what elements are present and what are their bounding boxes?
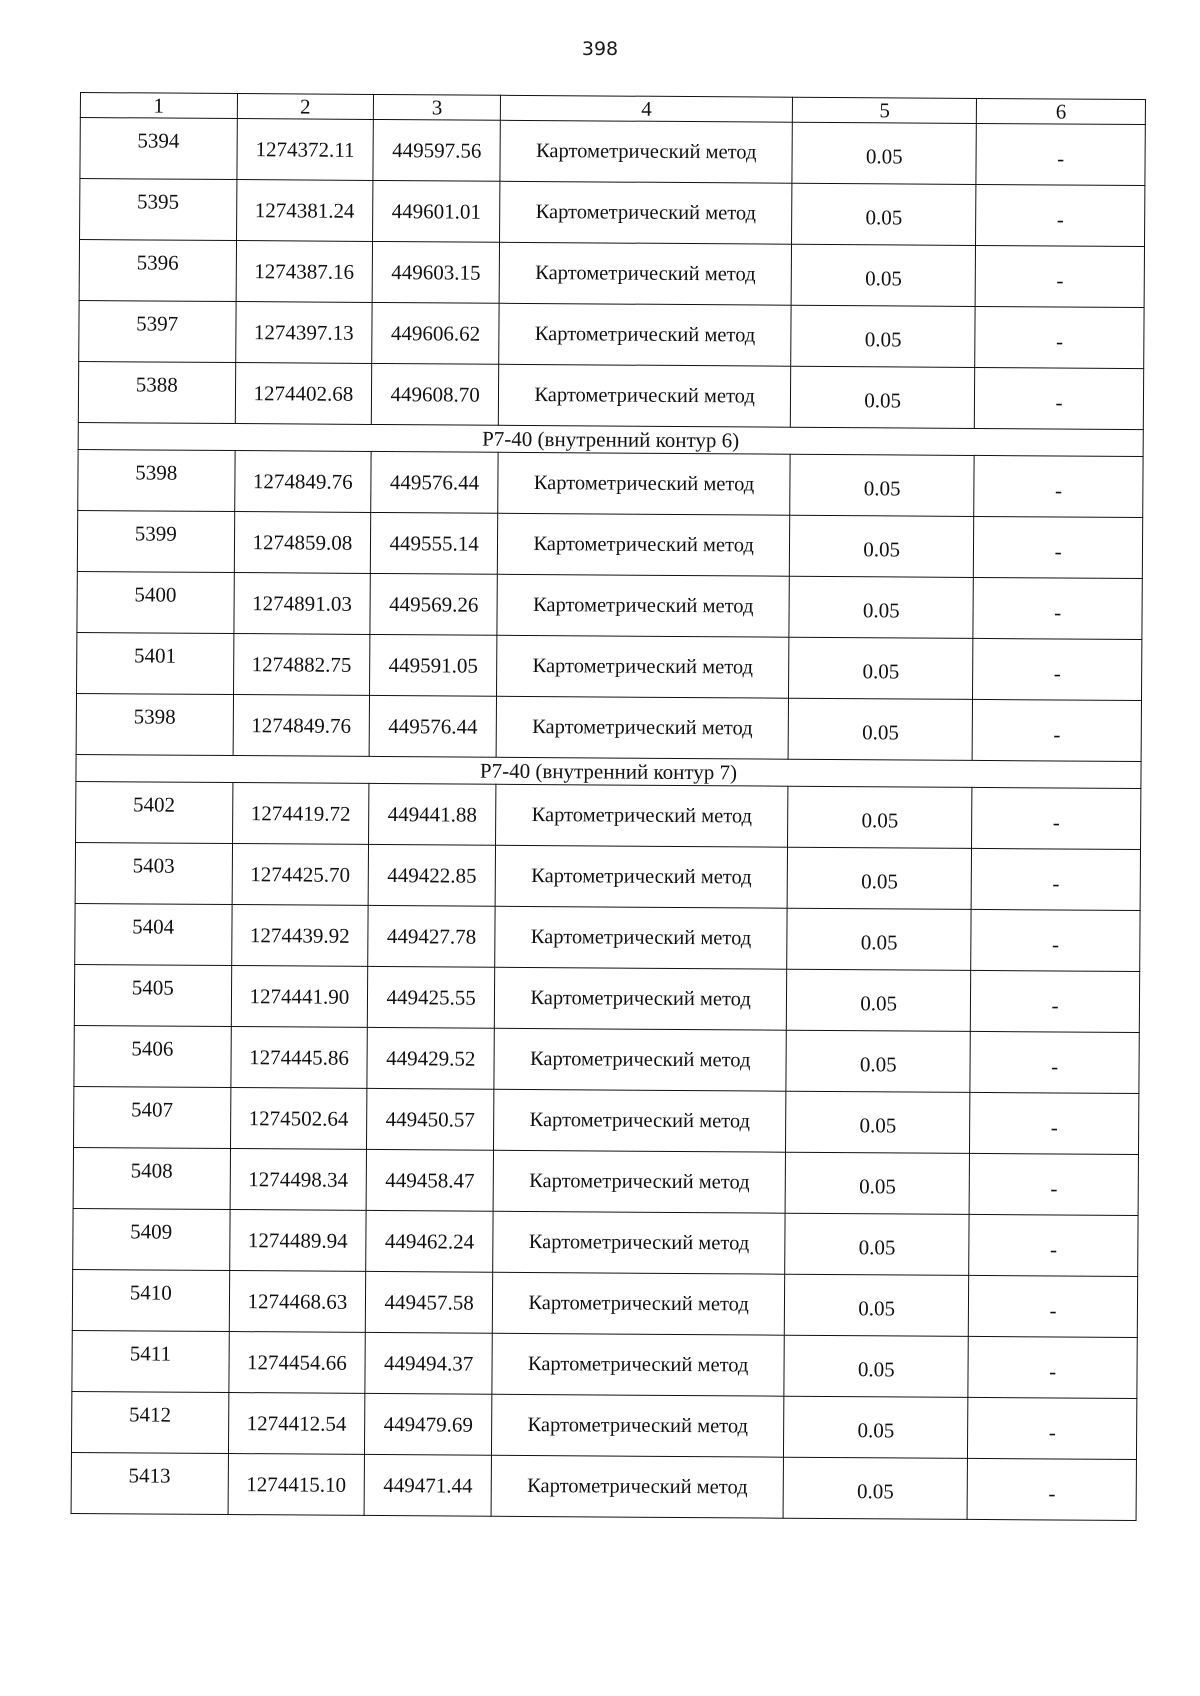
method-cell: Картометрический метод [500, 120, 793, 183]
x-coordinate-cell: 1274419.72 [232, 783, 369, 845]
point-number-cell: 5398 [76, 693, 233, 755]
y-coordinate-cell: 449494.37 [365, 1332, 492, 1394]
note-cell: - [974, 455, 1143, 517]
table-row [79, 300, 1144, 368]
note-cell: - [968, 1397, 1137, 1459]
column-header-5: 5 [793, 97, 977, 123]
coordinates-table-wrapper [71, 92, 1146, 1521]
x-coordinate-cell: 1274468.63 [229, 1271, 366, 1333]
method-cell: Картометрический метод [491, 1455, 784, 1518]
table-row [76, 693, 1141, 761]
y-coordinate-cell: 449576.44 [369, 695, 496, 757]
x-coordinate-cell: 1274454.66 [228, 1332, 365, 1394]
method-cell: Картометрический метод [494, 967, 787, 1030]
accuracy-cell: 0.05 [786, 1091, 971, 1153]
method-cell: Картометрический метод [493, 1150, 786, 1213]
point-number-cell: 5395 [80, 179, 237, 241]
method-cell: Картометрический метод [492, 1272, 785, 1335]
point-number-cell: 5411 [72, 1330, 229, 1392]
note-cell: - [973, 577, 1142, 639]
accuracy-cell: 0.05 [790, 366, 975, 428]
method-cell: Картометрический метод [495, 906, 788, 969]
table-row [71, 1391, 1136, 1459]
y-coordinate-cell: 449569.26 [370, 573, 497, 635]
accuracy-cell: 0.05 [788, 698, 973, 760]
y-coordinate-cell: 449608.70 [372, 363, 499, 425]
accuracy-cell: 0.05 [786, 1030, 971, 1092]
x-coordinate-cell: 1274502.64 [230, 1088, 367, 1150]
accuracy-cell: 0.05 [792, 122, 977, 184]
note-cell: - [967, 1458, 1136, 1520]
y-coordinate-cell: 449450.57 [367, 1088, 494, 1150]
y-coordinate-cell: 449555.14 [371, 512, 498, 574]
note-cell: - [969, 1275, 1138, 1337]
table-row [73, 1208, 1138, 1276]
y-coordinate-cell: 449591.05 [370, 634, 497, 696]
point-number-cell: 5398 [78, 449, 235, 511]
point-number-cell: 5401 [77, 632, 234, 694]
x-coordinate-cell: 1274387.16 [236, 241, 373, 303]
point-number-cell: 5400 [77, 571, 234, 633]
point-number-cell: 5394 [80, 118, 237, 180]
accuracy-cell: 0.05 [788, 786, 973, 848]
method-cell: Картометрический метод [497, 635, 790, 698]
method-cell: Картометрический метод [500, 181, 793, 244]
table-row [77, 632, 1142, 700]
point-number-cell: 5402 [76, 781, 233, 843]
x-coordinate-cell: 1274439.92 [231, 905, 368, 967]
method-cell: Картометрический метод [497, 574, 790, 637]
x-coordinate-cell: 1274372.11 [236, 119, 373, 181]
x-coordinate-cell: 1274891.03 [233, 573, 370, 635]
table-row [78, 361, 1143, 429]
table-row [76, 781, 1141, 849]
table-row [74, 964, 1139, 1032]
accuracy-cell: 0.05 [784, 1274, 969, 1336]
method-cell: Картометрический метод [497, 513, 790, 576]
table-row [80, 118, 1145, 186]
y-coordinate-cell: 449429.52 [367, 1027, 494, 1089]
accuracy-cell: 0.05 [784, 1335, 969, 1397]
method-cell: Картометрический метод [492, 1333, 785, 1396]
table-row [79, 240, 1144, 308]
section-title: Р7-40 (внутренний контур 6) [78, 422, 1143, 456]
y-coordinate-cell: 449597.56 [373, 119, 500, 181]
accuracy-cell: 0.05 [789, 515, 974, 577]
point-number-cell: 5396 [79, 240, 236, 302]
note-cell: - [970, 1092, 1139, 1154]
coordinates-table [71, 92, 1146, 1521]
table-row [72, 1330, 1137, 1398]
table-row [77, 510, 1142, 578]
note-cell: - [976, 184, 1145, 246]
y-coordinate-cell: 449601.01 [373, 180, 500, 242]
table-row [73, 1147, 1138, 1215]
accuracy-cell: 0.05 [790, 454, 975, 516]
accuracy-cell: 0.05 [783, 1457, 968, 1519]
x-coordinate-cell: 1274445.86 [230, 1027, 367, 1089]
note-cell: - [968, 1336, 1137, 1398]
note-cell: - [976, 123, 1145, 185]
point-number-cell: 5403 [75, 842, 232, 904]
note-cell: - [969, 1153, 1138, 1215]
note-cell: - [975, 306, 1144, 368]
note-cell: - [974, 516, 1143, 578]
x-coordinate-cell: 1274882.75 [233, 634, 370, 696]
x-coordinate-cell: 1274498.34 [230, 1149, 367, 1211]
y-coordinate-cell: 449471.44 [364, 1454, 491, 1516]
y-coordinate-cell: 449457.58 [366, 1271, 493, 1333]
accuracy-cell: 0.05 [791, 305, 976, 367]
y-coordinate-cell: 449603.15 [372, 241, 499, 303]
method-cell: Картометрический метод [491, 1394, 784, 1457]
x-coordinate-cell: 1274849.76 [233, 695, 370, 757]
column-header-2: 2 [237, 94, 374, 120]
table-row [74, 1025, 1139, 1093]
column-header-1: 1 [80, 93, 237, 119]
point-number-cell: 5399 [77, 510, 234, 572]
table-row [71, 1452, 1136, 1520]
table-row [73, 1086, 1138, 1154]
point-number-cell: 5397 [79, 300, 236, 362]
accuracy-cell: 0.05 [791, 244, 976, 306]
accuracy-cell: 0.05 [787, 847, 972, 909]
y-coordinate-cell: 449606.62 [372, 302, 499, 364]
note-cell: - [972, 787, 1141, 849]
note-cell: - [970, 1031, 1139, 1093]
x-coordinate-cell: 1274415.10 [228, 1454, 365, 1516]
x-coordinate-cell: 1274849.76 [234, 451, 371, 513]
point-number-cell: 5406 [74, 1025, 231, 1087]
x-coordinate-cell: 1274425.70 [232, 844, 369, 906]
accuracy-cell: 0.05 [786, 969, 971, 1031]
method-cell: Картометрический метод [498, 452, 791, 515]
note-cell: - [972, 699, 1141, 761]
accuracy-cell: 0.05 [785, 1152, 970, 1214]
y-coordinate-cell: 449422.85 [368, 844, 495, 906]
accuracy-cell: 0.05 [785, 1213, 970, 1275]
method-cell: Картометрический метод [496, 784, 789, 847]
section-title: Р7-40 (внутренний контур 7) [76, 754, 1141, 788]
page-number: 398 [581, 38, 619, 60]
column-header-6: 6 [977, 98, 1146, 124]
y-coordinate-cell: 449458.47 [366, 1149, 493, 1211]
y-coordinate-cell: 449576.44 [371, 451, 498, 513]
point-number-cell: 5408 [73, 1147, 230, 1209]
column-header-4: 4 [500, 95, 792, 122]
point-number-cell: 5410 [72, 1269, 229, 1331]
method-cell: Картометрический метод [496, 696, 789, 759]
point-number-cell: 5405 [74, 964, 231, 1026]
table-row [75, 842, 1140, 910]
note-cell: - [971, 909, 1140, 971]
x-coordinate-cell: 1274397.13 [235, 302, 372, 364]
note-cell: - [975, 367, 1144, 429]
method-cell: Картометрический метод [499, 303, 792, 366]
note-cell: - [971, 848, 1140, 910]
x-coordinate-cell: 1274489.94 [229, 1210, 366, 1272]
note-cell: - [969, 1214, 1138, 1276]
table-row [80, 179, 1145, 247]
table-row [78, 449, 1143, 517]
y-coordinate-cell: 449427.78 [368, 905, 495, 967]
x-coordinate-cell: 1274381.24 [236, 180, 373, 242]
accuracy-cell: 0.05 [789, 637, 974, 699]
y-coordinate-cell: 449462.24 [366, 1210, 493, 1272]
table-body [71, 118, 1145, 1521]
accuracy-cell: 0.05 [789, 576, 974, 638]
x-coordinate-cell: 1274441.90 [231, 966, 368, 1028]
method-cell: Картометрический метод [493, 1211, 786, 1274]
table-row [75, 903, 1140, 971]
table-row [77, 571, 1142, 639]
method-cell: Картометрический метод [494, 1028, 787, 1091]
method-cell: Картометрический метод [494, 1089, 787, 1152]
method-cell: Картометрический метод [499, 242, 792, 305]
x-coordinate-cell: 1274859.08 [234, 512, 371, 574]
accuracy-cell: 0.05 [792, 183, 977, 245]
x-coordinate-cell: 1274412.54 [228, 1393, 365, 1455]
accuracy-cell: 0.05 [787, 908, 972, 970]
point-number-cell: 5409 [73, 1208, 230, 1270]
note-cell: - [971, 970, 1140, 1032]
point-number-cell: 5407 [73, 1086, 230, 1148]
y-coordinate-cell: 449441.88 [369, 783, 496, 845]
column-header-3: 3 [374, 94, 501, 120]
note-cell: - [975, 245, 1144, 307]
note-cell: - [973, 638, 1142, 700]
method-cell: Картометрический метод [498, 364, 791, 427]
point-number-cell: 5404 [75, 903, 232, 965]
y-coordinate-cell: 449479.69 [365, 1393, 492, 1455]
y-coordinate-cell: 449425.55 [368, 966, 495, 1028]
accuracy-cell: 0.05 [784, 1396, 969, 1458]
point-number-cell: 5413 [71, 1452, 228, 1514]
point-number-cell: 5412 [71, 1391, 228, 1453]
table-row [72, 1269, 1137, 1337]
point-number-cell: 5388 [78, 361, 235, 423]
x-coordinate-cell: 1274402.68 [235, 363, 372, 425]
method-cell: Картометрический метод [495, 845, 788, 908]
